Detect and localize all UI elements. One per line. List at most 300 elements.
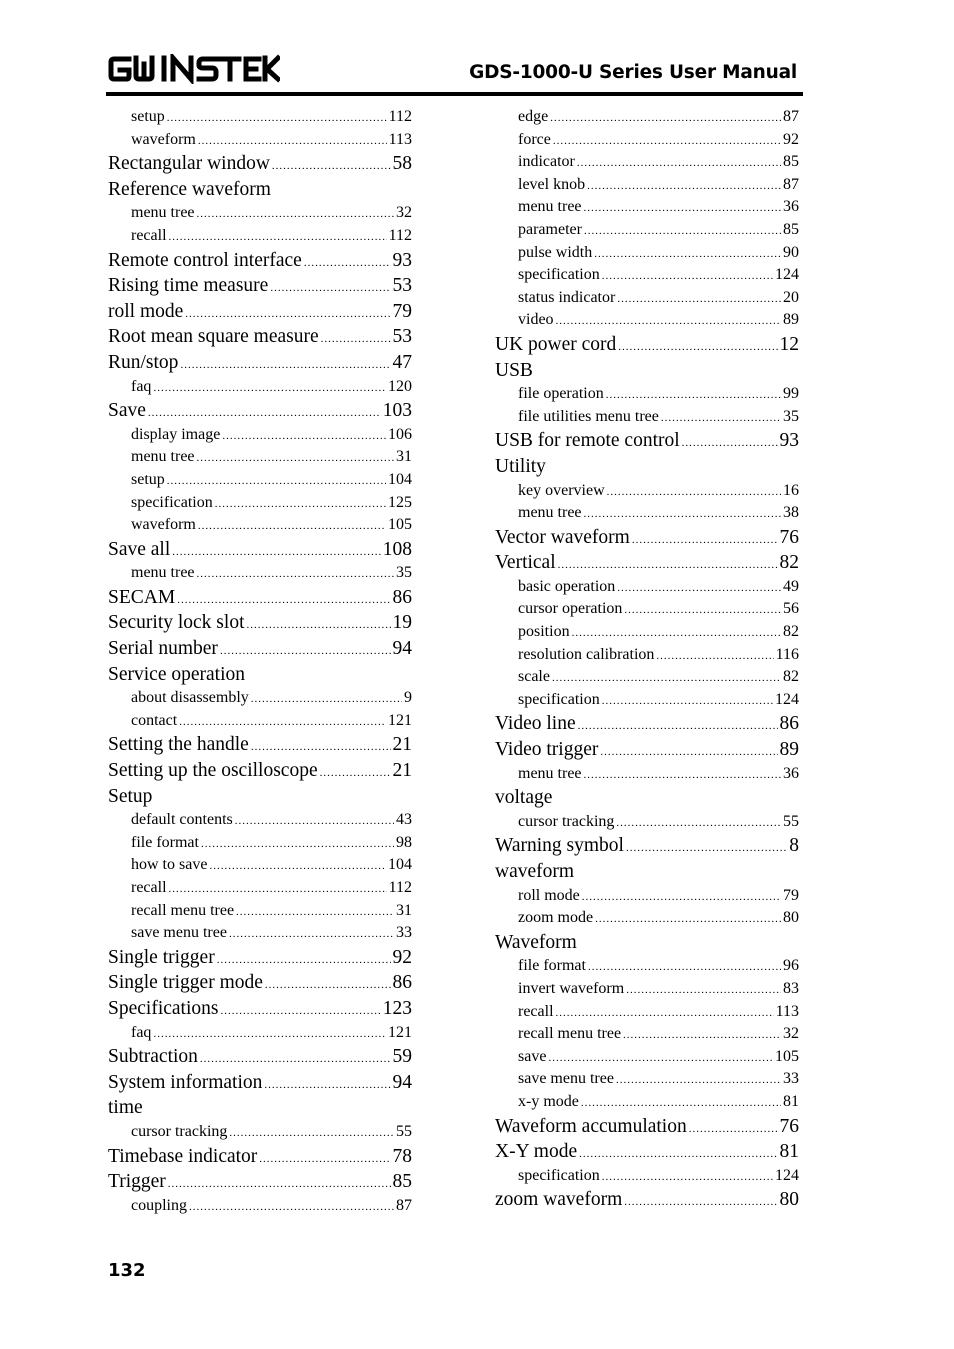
dot-leader: [606, 383, 781, 407]
dot-leader: [607, 480, 781, 504]
index-subentry: [495, 309, 799, 332]
index-subentry: [495, 502, 799, 525]
entry-page-number: 36: [783, 764, 799, 782]
dot-leader: [321, 324, 391, 353]
index-subentry: [108, 687, 412, 710]
entry-page-number: 103: [382, 400, 412, 422]
entry-page-number: 79: [392, 300, 412, 322]
index-entry: [108, 945, 412, 971]
entry-text: default contents: [131, 811, 233, 829]
index-entry: [108, 398, 412, 424]
entry-page-number: 96: [783, 957, 799, 975]
entry-text: Setting the handle: [108, 734, 249, 756]
entry-page-number: 35: [396, 564, 412, 582]
index-entry: [108, 1070, 412, 1096]
gw-instek-logo: [108, 54, 280, 84]
entry-page-number: 105: [388, 516, 412, 534]
entry-text: how to save: [131, 856, 208, 874]
index-subentry: [108, 106, 412, 129]
entry-text: Setting up the oscilloscope: [108, 760, 318, 782]
entry-page-number: 36: [783, 198, 799, 216]
index-subentry: [108, 424, 412, 447]
dot-leader: [198, 514, 386, 538]
index-subentry: [108, 710, 412, 733]
entry-page-number: 43: [396, 811, 412, 829]
dot-leader: [548, 1046, 773, 1070]
index-entry: [108, 784, 412, 810]
index-entry: [108, 299, 412, 325]
entry-text: parameter: [518, 220, 582, 238]
entry-text: resolution calibration: [518, 645, 655, 663]
index-subentry: [495, 885, 799, 908]
index-entry: [495, 332, 799, 358]
dot-leader: [229, 1121, 394, 1145]
entry-text: Remote control interface: [108, 249, 302, 271]
index-entry: [108, 324, 412, 350]
dot-leader: [167, 469, 386, 493]
entry-text: faq: [131, 1023, 152, 1041]
index-entry: [495, 428, 799, 454]
index-subentry: [108, 562, 412, 585]
entry-text: Vertical: [495, 552, 556, 574]
dot-leader: [177, 585, 390, 614]
entry-text: roll mode: [108, 300, 184, 322]
entry-page-number: 92: [783, 130, 799, 148]
dot-leader: [179, 710, 386, 734]
dot-leader: [272, 151, 391, 180]
entry-page-number: 86: [779, 713, 799, 735]
dot-leader: [617, 576, 781, 600]
entry-text: specification: [131, 493, 213, 511]
entry-text: Root mean square measure: [108, 326, 319, 348]
dot-leader: [197, 202, 394, 226]
entry-page-number: 112: [388, 879, 412, 896]
dot-leader: [200, 1044, 391, 1073]
index-entry: [108, 537, 412, 563]
index-subentry: [495, 219, 799, 242]
entry-text: Save: [108, 400, 146, 422]
dot-leader: [572, 621, 781, 645]
entry-text: Video line: [495, 713, 576, 735]
entry-page-number: 49: [783, 577, 799, 595]
entry-page-number: 38: [783, 504, 799, 522]
dot-leader: [595, 907, 781, 931]
entry-text: specification: [518, 266, 600, 284]
entry-text: Reference waveform: [108, 178, 271, 200]
entry-text: time: [108, 1097, 143, 1119]
dot-leader: [180, 350, 390, 379]
dot-leader: [229, 922, 394, 946]
entry-text: Timebase indicator: [108, 1145, 258, 1167]
dot-leader: [594, 242, 781, 266]
entry-text: setup: [131, 470, 165, 488]
entry-text: Subtraction: [108, 1046, 198, 1068]
index-entry: [108, 662, 412, 688]
entry-page-number: 94: [392, 1071, 412, 1093]
index-subentry: [108, 225, 412, 248]
entry-text: cursor operation: [518, 600, 623, 618]
index-subentry: [108, 1121, 412, 1144]
index-entry: [495, 930, 799, 956]
dot-leader: [552, 666, 781, 690]
index-subentry: [108, 202, 412, 225]
entry-text: Specifications: [108, 997, 219, 1019]
entry-page-number: 124: [775, 266, 799, 284]
entry-text: USB: [495, 359, 533, 381]
entry-page-number: 32: [783, 1025, 799, 1043]
entry-page-number: 21: [392, 734, 412, 756]
entry-text: level knob: [518, 175, 586, 193]
entry-page-number: 93: [779, 430, 799, 452]
index-entry: [108, 636, 412, 662]
index-subentry: [495, 576, 799, 599]
dot-leader: [602, 264, 773, 288]
entry-text: Warning symbol: [495, 835, 624, 857]
dot-leader: [259, 1144, 390, 1173]
entry-text: Security lock slot: [108, 612, 245, 634]
index-subentry: [495, 242, 799, 265]
index-entry: [108, 1144, 412, 1170]
entry-page-number: 93: [392, 249, 412, 271]
entry-page-number: 94: [392, 638, 412, 660]
dot-leader: [588, 955, 781, 979]
entry-text: recall menu tree: [518, 1025, 622, 1043]
entry-page-number: 80: [779, 1189, 799, 1211]
index-entry: [108, 248, 412, 274]
index-subentry: [495, 907, 799, 930]
entry-text: roll mode: [518, 886, 580, 904]
index-subentry: [108, 129, 412, 152]
entry-page-number: 105: [775, 1047, 799, 1065]
entry-page-number: 79: [783, 886, 799, 904]
dot-leader: [153, 1022, 386, 1046]
index-entry: [108, 585, 412, 611]
index-subentry: [495, 383, 799, 406]
dot-leader: [626, 833, 787, 862]
entry-text: file operation: [518, 385, 604, 403]
entry-text: position: [518, 623, 570, 641]
index-subentry: [495, 151, 799, 174]
index-subentry: [108, 492, 412, 515]
entry-page-number: 21: [392, 760, 412, 782]
index-entry: [108, 996, 412, 1022]
entry-page-number: 121: [388, 711, 412, 729]
dot-leader: [602, 689, 773, 713]
dot-leader: [197, 562, 394, 586]
index-subentry: [495, 129, 799, 152]
index-column-right: [495, 106, 799, 1213]
index-subentry: [108, 832, 412, 855]
dot-leader: [618, 332, 777, 361]
entry-page-number: 55: [396, 1122, 412, 1140]
entry-page-number: 121: [388, 1023, 412, 1041]
entry-text: Setup: [108, 785, 153, 807]
entry-page-number: 31: [396, 448, 412, 466]
entry-text: recall: [131, 879, 167, 896]
entry-page-number: 47: [392, 351, 412, 373]
page-number: 132: [108, 1260, 146, 1281]
entry-text: menu tree: [131, 204, 195, 222]
entry-text: force: [518, 130, 551, 148]
entry-text: recall: [518, 1002, 554, 1020]
dot-leader: [270, 273, 390, 302]
entry-text: System information: [108, 1071, 263, 1093]
entry-page-number: 87: [396, 1196, 412, 1214]
entry-page-number: 89: [779, 739, 799, 761]
dot-leader: [602, 1165, 773, 1189]
entry-page-number: 16: [783, 481, 799, 499]
entry-page-number: 112: [388, 108, 412, 125]
dot-leader: [264, 1070, 390, 1099]
entry-text: Rectangular window: [108, 153, 270, 175]
entry-text: Run/stop: [108, 351, 179, 373]
entry-page-number: 124: [775, 1166, 799, 1184]
entry-text: menu tree: [131, 448, 195, 466]
entry-text: indicator: [518, 153, 575, 171]
dot-leader: [169, 225, 387, 249]
entry-page-number: 108: [382, 538, 412, 560]
entry-page-number: 81: [783, 1092, 799, 1110]
entry-page-number: 83: [783, 979, 799, 997]
dot-leader: [600, 737, 777, 766]
dot-leader: [304, 248, 391, 277]
entry-text: Vector waveform: [495, 526, 630, 548]
index-subentry: [108, 877, 412, 900]
index-entry: [495, 1114, 799, 1140]
dot-leader: [251, 687, 402, 711]
dot-leader: [172, 537, 380, 566]
entry-text: key overview: [518, 481, 605, 499]
dot-leader: [197, 446, 394, 470]
index-entry: [108, 273, 412, 299]
dot-leader: [209, 854, 386, 878]
entry-page-number: 86: [392, 972, 412, 994]
entry-text: save menu tree: [131, 924, 227, 942]
dot-leader: [235, 809, 394, 833]
entry-text: save: [518, 1047, 547, 1065]
index-subentry: [495, 955, 799, 978]
entry-text: zoom waveform: [495, 1189, 623, 1211]
entry-text: file utilities menu tree: [518, 407, 659, 425]
entry-text: Single trigger mode: [108, 972, 263, 994]
entry-page-number: 112: [388, 226, 412, 244]
entry-page-number: 120: [388, 377, 412, 395]
entry-text: invert waveform: [518, 979, 625, 997]
dot-leader: [656, 644, 773, 668]
dot-leader: [556, 1001, 774, 1025]
dot-leader: [153, 376, 386, 400]
index-entry: [495, 454, 799, 480]
dot-leader: [553, 129, 781, 153]
entry-text: scale: [518, 668, 550, 686]
dot-leader: [320, 758, 391, 787]
index-subentry: [495, 1023, 799, 1046]
index-entry: [108, 350, 412, 376]
entry-text: zoom mode: [518, 909, 594, 927]
index-subentry: [495, 1091, 799, 1114]
dot-leader: [558, 550, 778, 579]
entry-text: setup: [131, 108, 165, 125]
dot-leader: [236, 900, 394, 924]
dot-leader: [616, 1068, 781, 1092]
entry-page-number: 86: [392, 586, 412, 608]
dot-leader: [220, 636, 391, 665]
dot-leader: [198, 129, 387, 153]
entry-text: display image: [131, 425, 221, 443]
index-entry: [108, 1169, 412, 1195]
index-subentry: [495, 1046, 799, 1069]
dot-leader: [661, 406, 781, 430]
index-subentry: [108, 1195, 412, 1218]
manual-title: GDS-1000-U Series User Manual: [469, 62, 797, 83]
entry-page-number: 98: [396, 833, 412, 851]
index-subentry: [108, 514, 412, 537]
index-entry: [495, 1139, 799, 1165]
index-entry: [108, 610, 412, 636]
index-entry: [108, 1044, 412, 1070]
dot-leader: [167, 106, 387, 130]
entry-text: recall menu tree: [131, 901, 235, 919]
entry-page-number: 9: [404, 689, 412, 707]
entry-page-number: 113: [775, 1002, 799, 1020]
entry-text: waveform: [131, 516, 196, 534]
index-entry: [108, 970, 412, 996]
index-entry: [495, 737, 799, 763]
index-entry: [495, 550, 799, 576]
index-entry: [108, 177, 412, 203]
index-subentry: [108, 900, 412, 923]
dot-leader: [168, 1169, 391, 1198]
dot-leader: [584, 763, 781, 787]
dot-leader: [581, 1091, 781, 1115]
dot-leader: [582, 885, 781, 909]
entry-text: UK power cord: [495, 333, 617, 355]
entry-text: edge: [518, 108, 549, 125]
entry-page-number: 99: [783, 385, 799, 403]
dot-leader: [624, 1187, 777, 1216]
entry-page-number: 35: [783, 407, 799, 425]
index-subentry: [495, 264, 799, 287]
entry-text: cursor tracking: [131, 1122, 228, 1140]
index-entry: [495, 1187, 799, 1213]
entry-page-number: 90: [783, 243, 799, 261]
entry-text: menu tree: [518, 504, 582, 522]
entry-page-number: 85: [392, 1171, 412, 1193]
index-subentry: [495, 106, 799, 129]
entry-page-number: 31: [396, 901, 412, 919]
entry-text: coupling: [131, 1196, 187, 1214]
dot-leader: [215, 492, 386, 516]
entry-text: status indicator: [518, 288, 616, 306]
index-subentry: [495, 1001, 799, 1024]
entry-text: about disassembly: [131, 689, 249, 707]
dot-leader: [584, 219, 781, 243]
entry-text: cursor tracking: [518, 812, 615, 830]
dot-leader: [584, 502, 781, 526]
index-subentry: [108, 922, 412, 945]
index-subentry: [495, 598, 799, 621]
index-subentry: [495, 621, 799, 644]
entry-text: contact: [131, 711, 178, 729]
entry-page-number: 113: [388, 130, 412, 148]
entry-page-number: 82: [783, 623, 799, 641]
entry-page-number: 125: [388, 493, 412, 511]
entry-text: faq: [131, 377, 152, 395]
entry-text: Save all: [108, 538, 171, 560]
index-subentry: [108, 1022, 412, 1045]
entry-text: specification: [518, 690, 600, 708]
entry-text: Service operation: [108, 663, 245, 685]
entry-text: Waveform accumulation: [495, 1115, 687, 1137]
dot-leader: [265, 970, 391, 999]
entry-page-number: 59: [392, 1046, 412, 1068]
entry-page-number: 89: [783, 311, 799, 329]
entry-text: specification: [518, 1166, 600, 1184]
entry-text: recall: [131, 226, 167, 244]
entry-page-number: 104: [388, 470, 412, 488]
entry-page-number: 53: [392, 326, 412, 348]
entry-page-number: 82: [779, 552, 799, 574]
dot-leader: [587, 174, 781, 198]
dot-leader: [682, 428, 778, 457]
index-subentry: [495, 480, 799, 503]
dot-leader: [556, 309, 781, 333]
index-subentry: [495, 1068, 799, 1091]
index-subentry: [495, 811, 799, 834]
index-entry: [108, 758, 412, 784]
index-subentry: [108, 376, 412, 399]
dot-leader: [579, 1139, 777, 1168]
index-entry: [495, 358, 799, 384]
dot-leader: [623, 1023, 781, 1047]
entry-text: menu tree: [131, 564, 195, 582]
index-subentry: [495, 406, 799, 429]
entry-text: Utility: [495, 455, 546, 477]
entry-page-number: 76: [779, 526, 799, 548]
index-entry: [495, 711, 799, 737]
entry-page-number: 81: [779, 1141, 799, 1163]
entry-text: save menu tree: [518, 1070, 614, 1088]
dot-leader: [201, 832, 394, 856]
entry-text: Serial number: [108, 638, 218, 660]
entry-page-number: 76: [779, 1115, 799, 1137]
dot-leader: [185, 299, 390, 328]
dot-leader: [689, 1114, 778, 1143]
entry-text: voltage: [495, 787, 553, 809]
dot-leader: [246, 610, 390, 639]
index-subentry: [108, 469, 412, 492]
index-subentry: [495, 1165, 799, 1188]
entry-page-number: 92: [392, 946, 412, 968]
index-subentry: [108, 446, 412, 469]
entry-page-number: 55: [783, 812, 799, 830]
entry-page-number: 20: [783, 288, 799, 306]
entry-text: pulse width: [518, 243, 593, 261]
entry-page-number: 58: [392, 153, 412, 175]
entry-text: basic operation: [518, 577, 616, 595]
entry-text: menu tree: [518, 764, 582, 782]
entry-text: waveform: [131, 130, 196, 148]
dot-leader: [616, 811, 781, 835]
entry-text: x-y mode: [518, 1092, 579, 1110]
entry-page-number: 80: [783, 909, 799, 927]
index-entry: [108, 732, 412, 758]
index-subentry: [108, 854, 412, 877]
entry-text: menu tree: [518, 198, 582, 216]
entry-text: file format: [518, 957, 586, 975]
dot-leader: [577, 151, 781, 175]
entry-text: SECAM: [108, 586, 176, 608]
